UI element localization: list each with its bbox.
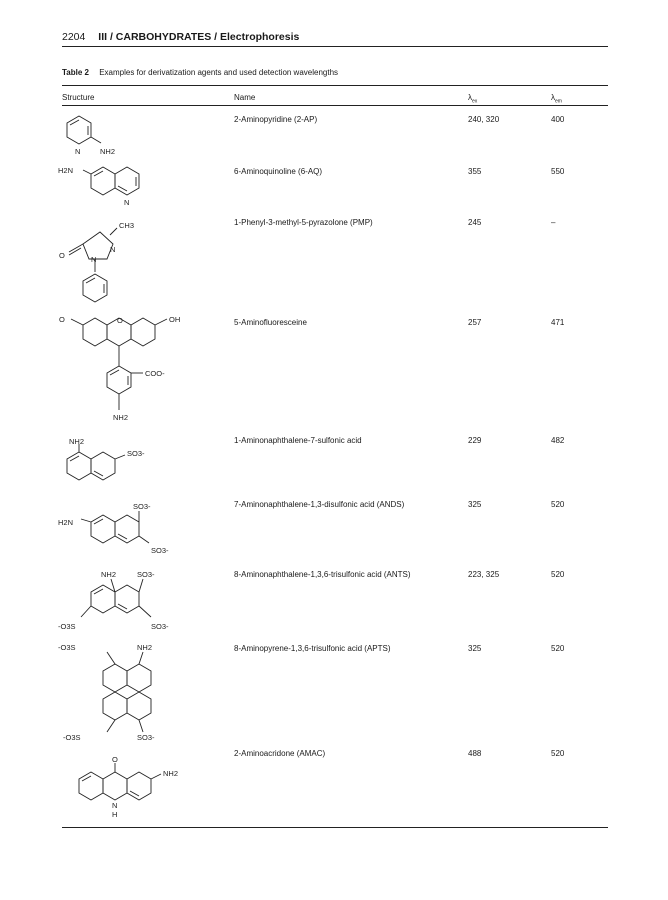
svg-text:NH2: NH2 [113,413,129,422]
structure-pmp [55,214,165,314]
svg-text:COO-: COO- [145,369,165,378]
col-lambda-ex: $\lambda_{ex}$ [468,93,478,105]
col-structure: Structure [62,93,95,102]
col-lambda-em: $\lambda_{em}$ [551,93,562,105]
row-ex: 325 [468,500,482,509]
row-em: 520 [551,644,565,653]
row-name: 2-Aminopyridine (2-AP) [234,115,318,124]
running-header [62,31,299,43]
row-em: 520 [551,570,565,579]
svg-text:N: N [124,198,130,207]
row-name: 5-Aminofluoresceine [234,318,307,327]
svg-text:NH2: NH2 [163,769,179,778]
row-ex: 325 [468,644,482,653]
table-bottom-rule [62,827,608,828]
svg-text:N: N [75,147,81,156]
row-name: 8-Aminopyrene-1,3,6-trisulfonic acid (APTS) [234,644,391,653]
row-name: 1-Phenyl-3-methyl-5-pyrazolone (PMP) [234,218,373,227]
row-em: 471 [551,318,565,327]
row-name: 8-Aminonaphthalene-1,3,6-trisulfonic acid (ANTS) [234,570,411,579]
row-ex: 257 [468,318,482,327]
row-name: 2-Aminoacridone (AMAC) [234,749,326,758]
svg-text:NH2: NH2 [101,570,117,579]
svg-text:SO3-: SO3- [151,546,169,555]
structure-apts [55,640,205,750]
row-ex: 240, 320 [468,115,500,124]
row-ex: 245 [468,218,482,227]
svg-text:SO3-: SO3- [133,502,151,511]
section-title: III / CARBOHYDRATES / Electrophoresis [98,31,300,43]
svg-text:-O3S: -O3S [58,622,76,631]
row-em: – [551,218,556,227]
row-ex: 355 [468,167,482,176]
table-header-rule [62,105,608,106]
row-ex: 488 [468,749,482,758]
svg-text:SO3-: SO3- [127,449,145,458]
svg-text:O: O [59,251,65,260]
row-em: 400 [551,115,565,124]
row-em: 520 [551,749,565,758]
svg-text:O: O [112,755,118,764]
structure-1-aminonaphthalene-7-sulfonic-acid [55,436,165,496]
table-top-rule [62,85,608,86]
svg-text:SO3-: SO3- [151,622,169,631]
svg-text:SO3-: SO3- [137,570,155,579]
svg-text:SO3-: SO3- [137,733,155,742]
row-ex: 229 [468,436,482,445]
row-em: 520 [551,500,565,509]
row-em: 482 [551,436,565,445]
svg-text:OH: OH [169,315,181,324]
svg-text:-O3S: -O3S [63,733,81,742]
structure-ands [55,497,175,567]
table-label: Table 2 [62,68,89,77]
row-name: 1-Aminonaphthalene-7-sulfonic acid [234,436,362,445]
svg-text:H: H [112,810,118,819]
structure-ants [55,567,205,642]
svg-text:O: O [59,315,65,324]
row-name: 7-Aminonaphthalene-1,3-disulfonic acid (ANDS) [234,500,405,509]
svg-text:CH3: CH3 [119,221,135,230]
table-caption [62,68,338,77]
svg-text:N: N [91,255,97,264]
svg-text:H2N: H2N [58,166,74,175]
table-caption-text: Examples for derivatization agents and used detection wavelengths [99,68,339,77]
page-number: 2204 [62,31,86,43]
structure-5-aminofluoresceine [55,310,205,440]
row-ex: 223, 325 [468,570,500,579]
svg-text:NH2: NH2 [100,147,116,156]
header-rule [62,46,608,47]
svg-text:H2N: H2N [58,518,74,527]
svg-text:N: N [112,801,118,810]
row-name: 6-Aminoquinoline (6-AQ) [234,167,323,176]
svg-text:-O3S: -O3S [58,643,76,652]
row-em: 550 [551,167,565,176]
structure-2-aminopyridine [55,112,115,162]
structure-6-aminoquinoline [55,163,165,213]
svg-text:N: N [110,245,116,254]
svg-text:NH2: NH2 [69,437,85,446]
svg-text:NH2: NH2 [137,643,153,652]
col-name: Name [234,93,256,102]
structure-amac [55,755,205,825]
svg-text:O: O [117,316,123,325]
